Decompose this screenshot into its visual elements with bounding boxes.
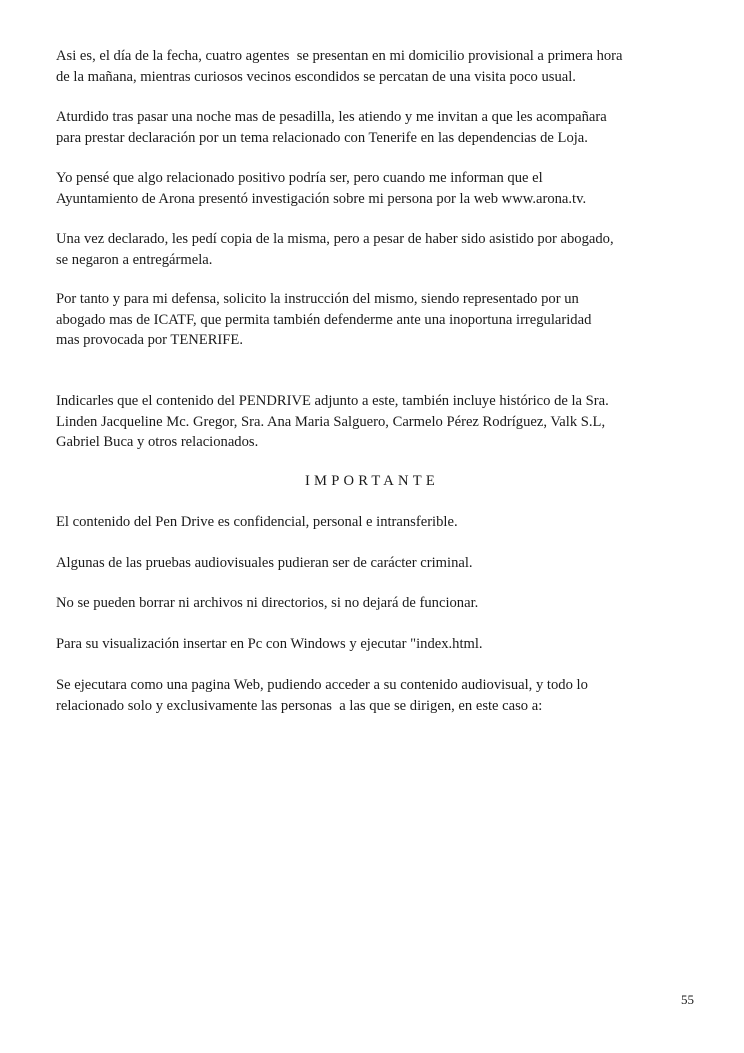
paragraph-declaration-invite: [56, 107, 706, 148]
text-line: Por tanto y para mi defensa, solicito la instrucción del mismo, siendo representado por un: [56, 291, 579, 307]
paragraph-copy-refused: [56, 229, 706, 270]
text-line: se negaron a entregármela.: [56, 251, 213, 268]
text-line: Gabriel Buca y otros relacionados.: [56, 434, 259, 450]
text-line: Algunas de las pruebas audiovisuales pudieran ser de carácter criminal.: [56, 555, 473, 571]
text-line: mas provocada por TENERIFE.: [56, 332, 243, 348]
text-line: abogado mas de ICATF, que permita también defenderme ante una inoportuna irregularidad: [56, 311, 592, 328]
page-number: 55: [681, 992, 694, 1007]
text-line: de la mañana, mientras curiosos vecinos escondidos se percatan de una visita poco usual.: [56, 68, 576, 85]
text-line: Aturdido tras pasar una noche mas de pesadilla, les atiendo y me invitan a que les acompañara: [56, 109, 607, 125]
paragraph-agents-visit: [56, 46, 706, 87]
note-criminal-evidence: [56, 553, 706, 574]
note-web-access: [56, 675, 706, 716]
paragraph-arona-investigation: [56, 168, 706, 209]
paragraph-defense-request: [56, 289, 706, 351]
text-line: Ayuntamiento de Arona presentó investigación sobre mi persona por la web www.arona.tv.: [56, 190, 587, 207]
text-line: relacionado solo y exclusivamente las personas a las que se dirigen, en este caso a:: [56, 697, 543, 714]
text-line: Asi es, el día de la fecha, cuatro agentes se presentan en mi domicilio provisional a primera hora: [56, 48, 623, 64]
note-confidential: [56, 512, 706, 533]
note-visualization-instructions: [56, 634, 706, 655]
text-line: Linden Jacqueline Mc. Gregor, Sra. Ana Maria Salguero, Carmelo Pérez Rodríguez, Valk S.L,: [56, 413, 606, 430]
text-line: para prestar declaración por un tema relacionado con Tenerife en las dependencias de Loja.: [56, 129, 588, 146]
paragraph-pendrive-contents: [56, 391, 706, 453]
text-line: Se ejecutara como una pagina Web, pudiendo acceder a su contenido audiovisual, y todo lo: [56, 677, 588, 693]
note-do-not-delete: [56, 593, 706, 614]
text-line: Una vez declarado, les pedí copia de la misma, pero a pesar de haber sido asistido por abogado,: [56, 231, 614, 247]
text-line: Indicarles que el contenido del PENDRIVE adjunto a este, también incluye histórico de la Sra.: [56, 393, 609, 409]
text-line: El contenido del Pen Drive es confidencial, personal e intransferible.: [56, 514, 458, 530]
text-line: No se pueden borrar ni archivos ni directorios, si no dejará de funcionar.: [56, 595, 479, 611]
text-line: Yo pensé que algo relacionado positivo podría ser, pero cuando me informan que el: [56, 170, 543, 186]
text-line: Para su visualización insertar en Pc con Windows y ejecutar "index.html.: [56, 636, 483, 652]
heading-importante: IMPORTANTE: [304, 473, 439, 489]
